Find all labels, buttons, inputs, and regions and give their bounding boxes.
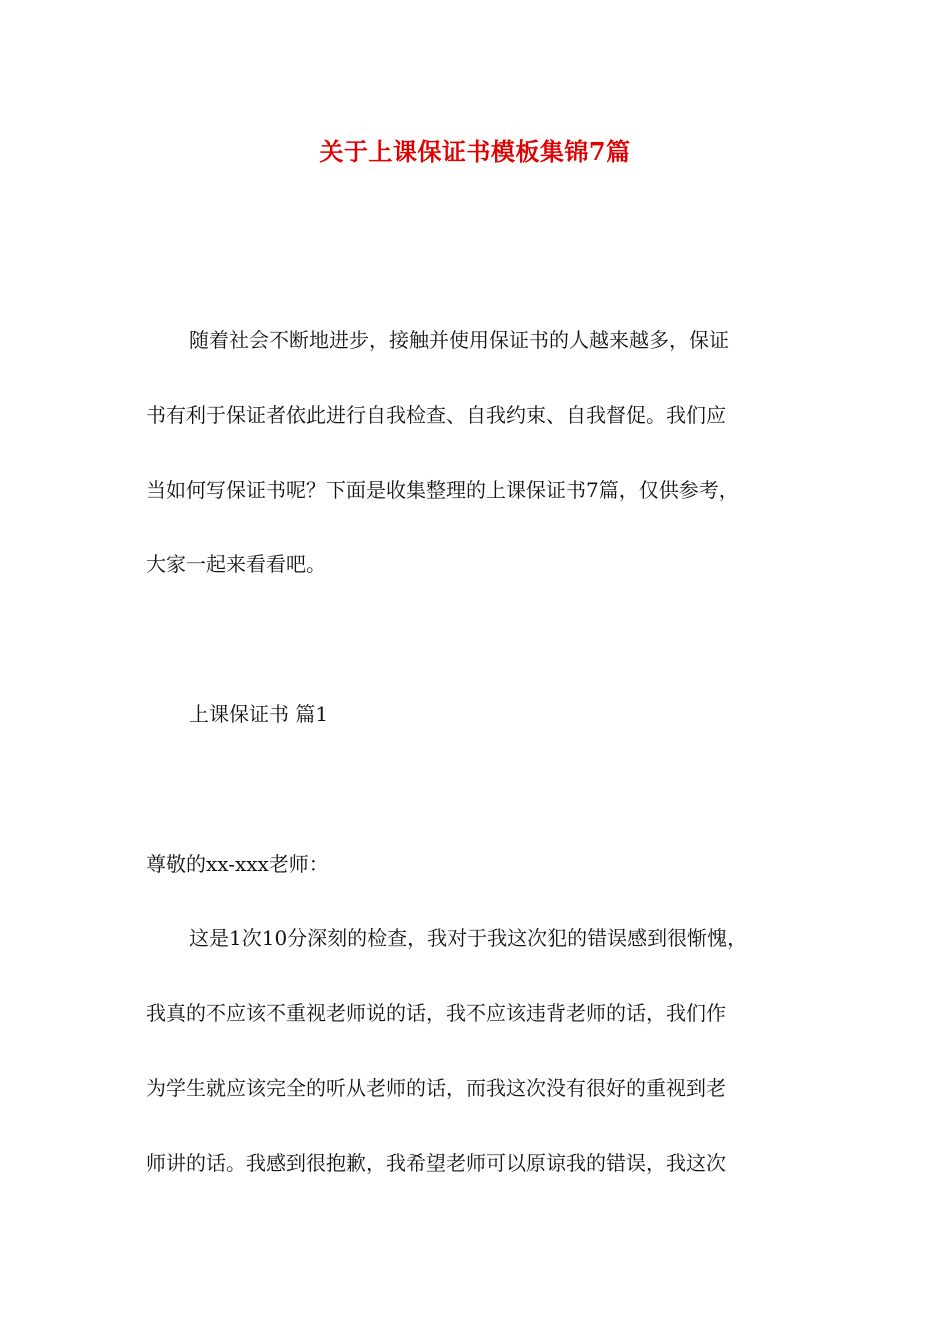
intro-line-2: 书有利于保证者依此进行自我检查、自我约束、自我督促。我们应: [146, 403, 726, 427]
intro-line-1: 随着社会不断地进步，接触并使用保证书的人越来越多，保证: [189, 328, 729, 352]
document-title: 关于上课保证书模板集锦7篇: [319, 137, 631, 166]
salutation: 尊敬的xx-xxx老师：: [146, 852, 329, 876]
section-heading: 上课保证书 篇1: [189, 702, 329, 726]
intro-line-4: 大家一起来看看吧。: [146, 552, 326, 576]
body-line-4: 师讲的话。我感到很抱歉，我希望老师可以原谅我的错误，我这次: [146, 1151, 726, 1175]
intro-line-3: 当如何写保证书呢？下面是收集整理的上课保证书7篇，仅供参考，: [146, 478, 739, 502]
body-line-2: 我真的不应该不重视老师说的话，我不应该违背老师的话，我们作: [146, 1001, 726, 1025]
body-line-3: 为学生就应该完全的听从老师的话，而我这次没有很好的重视到老: [146, 1076, 726, 1100]
body-line-1: 这是1次10分深刻的检查，我对于我这次犯的错误感到很惭愧，: [189, 926, 748, 950]
